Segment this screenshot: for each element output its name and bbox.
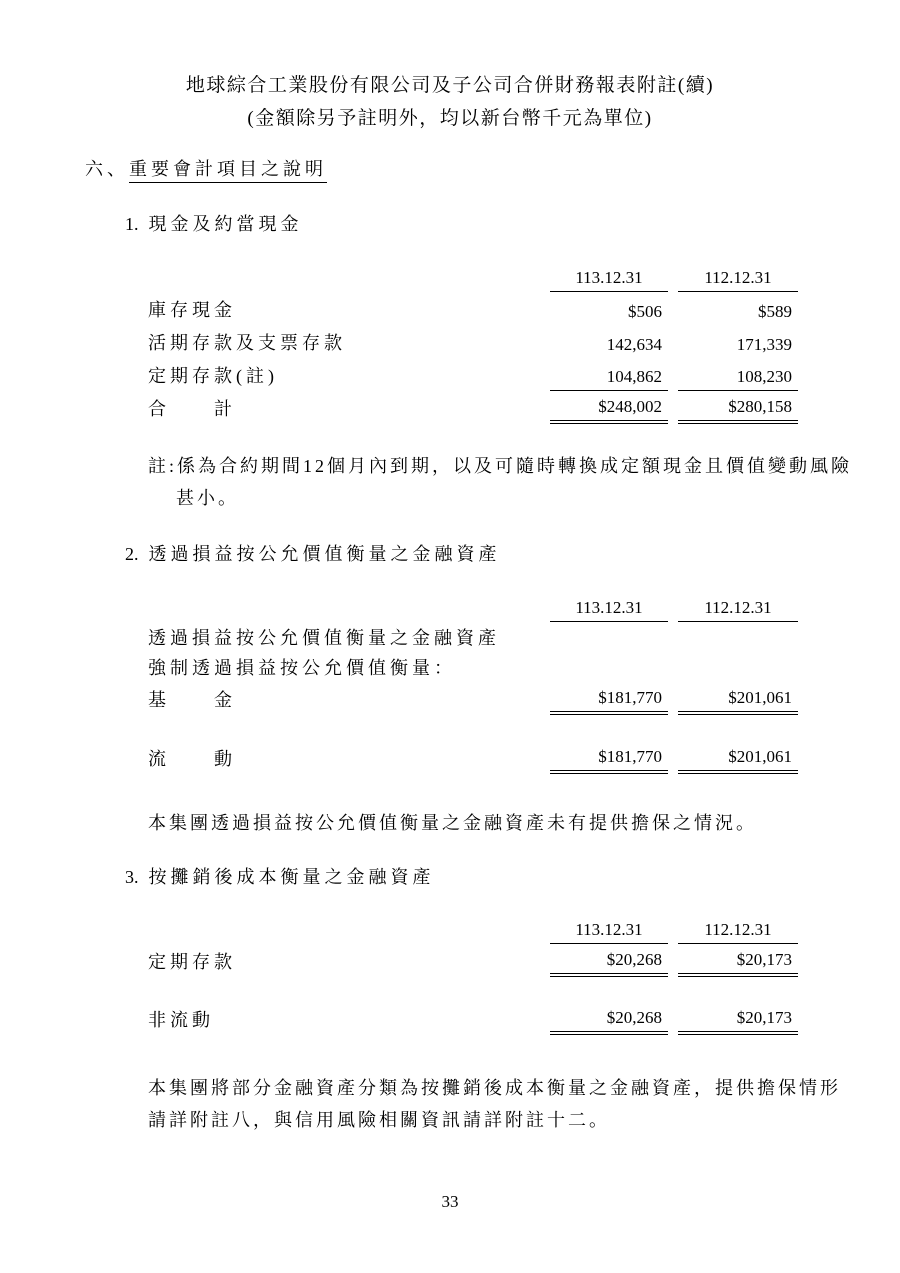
- total-row: [148, 391, 798, 424]
- header-spacer: [148, 941, 550, 944]
- col-header-112: 112.12.31: [678, 920, 798, 944]
- group-label: 透過損益按公允價值衡量之金融資產: [148, 628, 500, 648]
- row-label: 定期存款: [148, 952, 236, 972]
- section-heading: [85, 155, 327, 181]
- group-label-row: [148, 653, 798, 683]
- table-gap: [148, 977, 798, 1006]
- item-2-number: 2.: [125, 544, 139, 564]
- row-value-112: $201,061: [678, 688, 798, 715]
- cash-table-header-row: [148, 263, 798, 292]
- section-number: 六、: [85, 159, 129, 179]
- note-line-2: 甚小。: [176, 488, 239, 508]
- deposit-row: [148, 944, 798, 977]
- amortized-paragraph: [148, 1072, 841, 1136]
- table-gap: [148, 715, 798, 745]
- paragraph-line-2: 請詳附註八，與信用風險相關資訊請詳附註十二。: [148, 1110, 610, 1130]
- empty-cell: [678, 650, 798, 653]
- row-value-112: $280,158: [678, 397, 798, 424]
- item-3-heading: [125, 863, 435, 889]
- row-value-113: $506: [628, 302, 662, 321]
- paragraph-line-1: 本集團將部分金融資產分類為按攤銷後成本衡量之金融資產，提供擔保情形: [148, 1078, 841, 1098]
- current-row: [148, 745, 798, 774]
- fund-row: [148, 683, 798, 715]
- item-1-number: 1.: [125, 214, 139, 234]
- item-1-heading: [125, 210, 303, 236]
- item-2-heading: [125, 540, 501, 566]
- page-subtitle: (金額除另予註明外，均以新台幣千元為單位): [247, 108, 653, 129]
- row-value-112: $589: [758, 302, 792, 321]
- row-value-113: 104,862: [550, 367, 668, 391]
- fvtpl-table-header-row: [148, 593, 798, 622]
- fvtpl-table: [148, 593, 798, 774]
- table-row: [148, 292, 798, 325]
- item-2-title: 透過損益按公允價值衡量之金融資產: [148, 544, 501, 564]
- item-3-number: 3.: [125, 867, 139, 887]
- row-value-113: $20,268: [550, 1008, 668, 1035]
- row-value-113: 142,634: [606, 335, 662, 354]
- amortized-table-header-row: [148, 915, 798, 944]
- item-1-title: 現金及約當現金: [148, 214, 303, 234]
- note-line-1: 註:係為合約期間12個月內到期，以及可隨時轉換成定額現金且價值變動風險: [148, 456, 852, 476]
- row-label: 庫存現金: [148, 300, 236, 320]
- row-value-112: $20,173: [678, 1008, 798, 1035]
- row-label: 活期存款及支票存款: [148, 333, 346, 353]
- amortized-cost-table: [148, 915, 798, 1035]
- noncurrent-row: [148, 1006, 798, 1035]
- col-header-113: 113.12.31: [550, 268, 668, 292]
- row-label: 基 金: [148, 690, 236, 710]
- row-label: 定期存款(註): [148, 366, 278, 386]
- cash-table: [148, 263, 798, 424]
- empty-cell: [550, 650, 668, 653]
- section-title: 重要會計項目之說明: [129, 159, 327, 183]
- row-value-113: $20,268: [550, 950, 668, 977]
- row-label: 流 動: [148, 749, 236, 769]
- row-label: 非流動: [148, 1010, 214, 1030]
- note-text: [148, 450, 852, 514]
- group-label-row: [148, 622, 798, 653]
- page-title: 地球綜合工業股份有限公司及子公司合併財務報表附註(續): [185, 75, 715, 96]
- header-spacer: [148, 289, 550, 292]
- empty-cell: [678, 680, 798, 683]
- row-value-113: $181,770: [550, 688, 668, 715]
- row-value-112: 171,339: [736, 335, 792, 354]
- page-number: 33: [441, 1192, 459, 1211]
- row-value-112: $20,173: [678, 950, 798, 977]
- item-3-title: 按攤銷後成本衡量之金融資產: [148, 867, 435, 887]
- row-value-113: $181,770: [550, 747, 668, 774]
- row-value-112: $201,061: [678, 747, 798, 774]
- table-row: [148, 358, 798, 391]
- row-label: 合 計: [148, 399, 236, 419]
- empty-cell: [550, 680, 668, 683]
- row-value-113: $248,002: [550, 397, 668, 424]
- col-header-112: 112.12.31: [678, 268, 798, 292]
- col-header-113: 113.12.31: [550, 598, 668, 622]
- header-spacer: [148, 619, 550, 622]
- row-value-112: 108,230: [678, 367, 798, 391]
- col-header-113: 113.12.31: [550, 920, 668, 944]
- group-label: 強制透過損益按公允價值衡量：: [148, 658, 456, 678]
- col-header-112: 112.12.31: [678, 598, 798, 622]
- table-row: [148, 325, 798, 358]
- fvtpl-paragraph: 本集團透過損益按公允價值衡量之金融資產未有提供擔保之情況。: [148, 813, 757, 833]
